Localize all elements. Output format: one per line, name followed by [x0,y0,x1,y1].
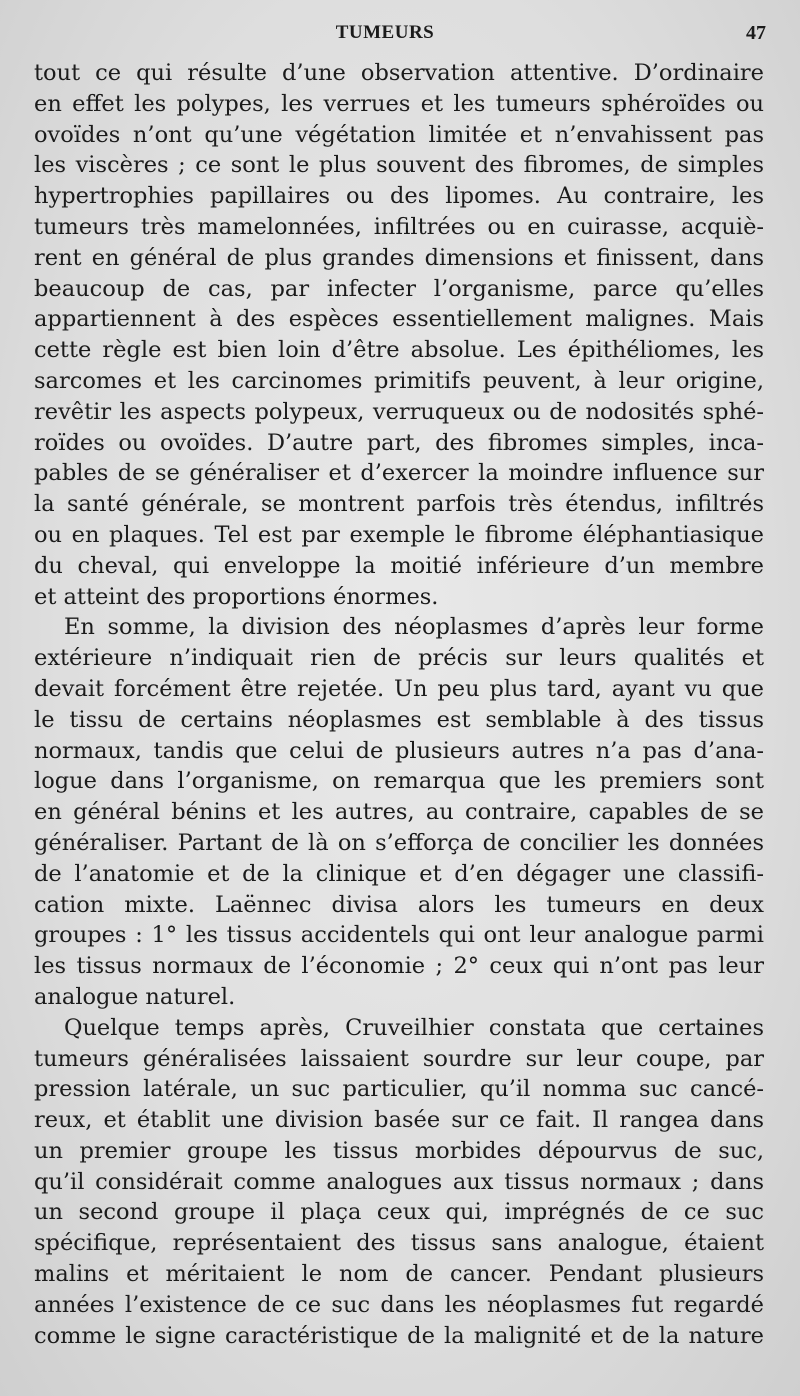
text-line: groupes : 1° les tissus accidentels qui ont leur analogue parmi [34,922,764,949]
text-line: analogue naturel. [34,983,236,1010]
text-line: les tissus normaux de l’économie ; 2° ceux qui n’ont pas leur [34,953,764,980]
text-line: devait forcément être rejetée. Un peu plus tard, ayant vu que [34,675,764,702]
text-line: spécifique, représentaient des tissus sans analogue, étaient [34,1230,764,1257]
text-line: tumeurs généralisées laissaient sourdre sur leur coupe, par [34,1045,764,1072]
text-line: et atteint des proportions énormes. [34,583,439,610]
text-line: pression latérale, un suc particulier, qu’il nomma suc cancé- [34,1076,764,1103]
text-line: généraliser. Partant de là on s’efforça de concilier les données [34,829,764,856]
text-line: un premier groupe les tissus morbides dépourvus de suc, [34,1137,764,1164]
text-line: la santé générale, se montrent parfois très étendus, infiltrés [34,491,764,518]
body-text [34,58,764,1351]
text-line: reux, et établit une division basée sur ce fait. Il rangea dans [34,1107,764,1134]
text-line: rent en général de plus grandes dimensions et finissent, dans [34,244,764,271]
text-line: en effet les polypes, les verrues et les tumeurs sphéroïdes ou [34,90,764,117]
text-line: pables de se généraliser et d’exercer la moindre influence sur [34,460,764,487]
text-line: le tissu de certains néoplasmes est semblable à des tissus [34,706,764,733]
text-line: du cheval, qui enveloppe la moitié inférieure d’un membre [34,552,764,579]
text-line: les viscères ; ce sont le plus souvent des fibromes, de simples [34,152,764,179]
text-line: un second groupe il plaça ceux qui, imprégnés de ce suc [34,1199,764,1226]
text-line: beaucoup de cas, par infecter l’organisme, parce qu’elles [34,275,764,302]
text-line: normaux, tandis que celui de plusieurs autres n’a pas d’ana- [34,737,764,764]
text-line: revêtir les aspects polypeux, verruqueux ou de nodosités sphé- [34,398,764,425]
text-line: de l’anatomie et de la clinique et d’en dégager une classifi- [34,860,764,887]
text-line: sarcomes et les carcinomes primitifs peuvent, à leur origine, [34,367,764,394]
text-line: extérieure n’indiquait rien de précis sur leurs qualités et [34,645,764,672]
paragraph [34,612,764,1012]
text-line: comme le signe caractéristique de la malignité et de la nature [34,1322,764,1349]
text-line: appartiennent à des espèces essentiellement malignes. Mais [34,306,764,333]
text-line: ovoïdes n’ont qu’une végétation limitée et n’envahissent pas [34,121,764,148]
running-head [0,22,800,48]
text-line: cation mixte. Laënnec divisa alors les tumeurs en deux [34,891,764,918]
text-line: malins et méritaient le nom de cancer. Pendant plusieurs [34,1261,764,1288]
text-line: Quelque temps après, Cruveilhier constata que certaines [64,1014,764,1041]
paragraph [34,1013,764,1352]
text-line: tout ce qui résulte d’une observation attentive. D’ordinaire [34,60,764,86]
text-line: qu’il considérait comme analogues aux tissus normaux ; dans [34,1168,764,1195]
text-line: hypertrophies papillaires ou des lipomes. Au contraire, les [34,183,764,210]
text-line: roïdes ou ovoïdes. D’autre part, des fibromes simples, inca- [34,429,764,456]
running-title: TUMEURS [335,22,435,43]
text-line: cette règle est bien loin d’être absolue. Les épithéliomes, les [34,337,764,364]
text-line: en général bénins et les autres, au contraire, capables de se [34,799,764,826]
text-line: ou en plaques. Tel est par exemple le fibrome éléphantiasique [34,521,764,548]
text-line: logue dans l’organisme, on remarqua que les premiers sont [34,768,764,795]
text-line: En somme, la division des néoplasmes d’après leur forme [64,614,764,641]
text-line: années l’existence de ce suc dans les néoplasmes fut regardé [34,1291,764,1318]
text-line: tumeurs très mamelonnées, infiltrées ou en cuirasse, acquiè- [34,213,764,240]
page-number: 47 [746,22,766,44]
paragraph [34,58,764,612]
